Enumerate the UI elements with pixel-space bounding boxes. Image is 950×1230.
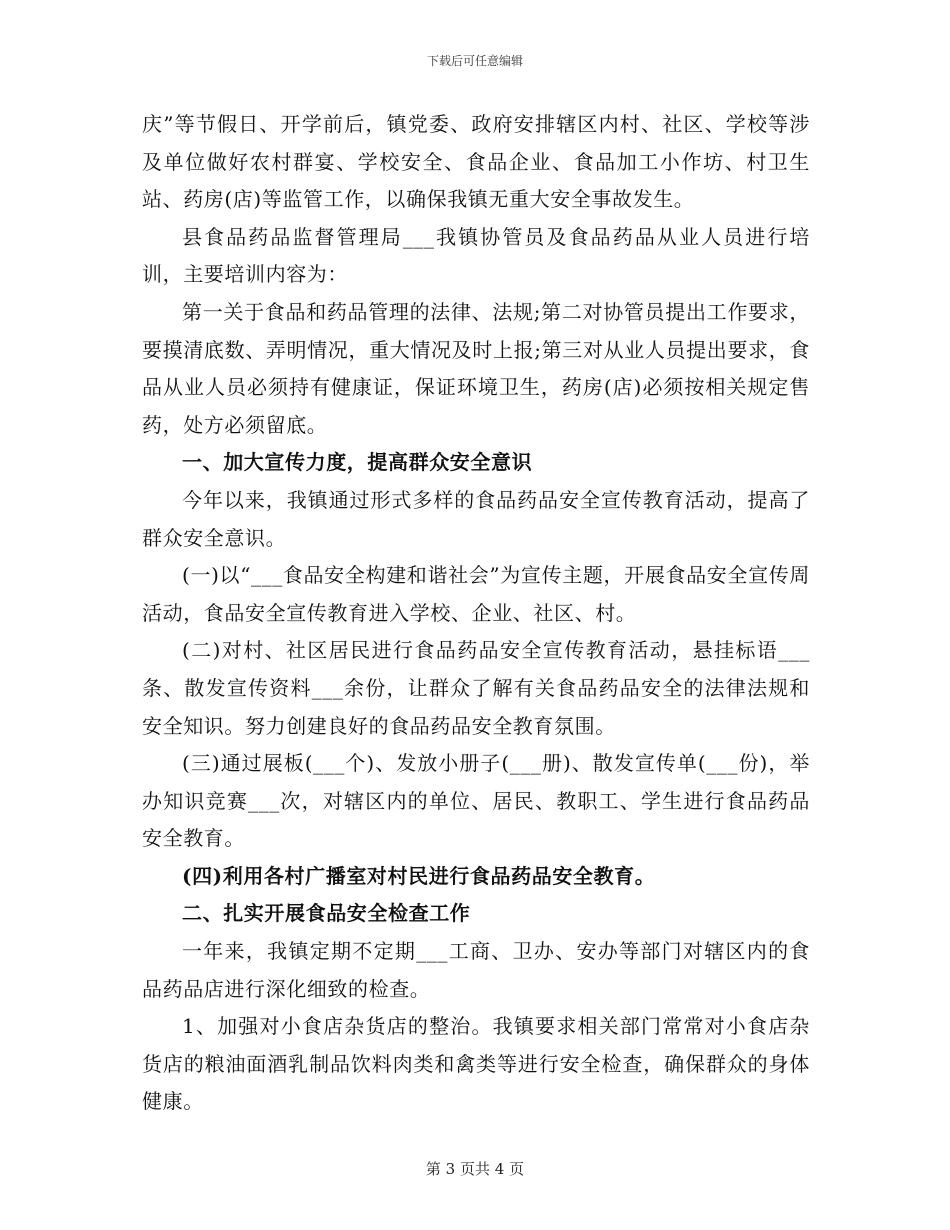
document-body <box>142 106 810 1121</box>
paragraph-training: 县食品药品监督管理局___我镇协管员及食品药品从业人员进行培训，主要培训内容为： <box>142 224 810 287</box>
section-heading-inspection: 二、扎实开展食品安全检查工作 <box>182 901 471 926</box>
page-header-note: 下载后可任意编辑 <box>426 54 523 68</box>
paragraph-publicity-item-4: (四)利用各村广播室对村民进行食品药品安全教育。 <box>182 863 656 888</box>
paragraph-inspection-item-1: 1、加强对小食店杂货店的整治。我镇要求相关部门常常对小食店杂货店的粮油面酒乳制品饮料肉类和禽类等进行安全检查，确保群众的身体健康。 <box>142 1014 810 1114</box>
paragraph-publicity-item-1: (一)以“___食品安全构建和谐社会”为宣传主题，开展食品安全宣传周活动，食品安全宣传教育进入学校、企业、社区、村。 <box>142 563 810 625</box>
paragraph-publicity-item-3: (三)通过展板(___个)、发放小册子(___册)、散发宣传单(___份)，举办知识竞赛___次，对辖区内的单位、居民、教职工、学生进行食品药品安全教育。 <box>142 751 810 851</box>
paragraph-inspection-intro: 一年来，我镇定期不定期___工商、卫办、安办等部门对辖区内的食品药品店进行深化细致的检查。 <box>142 939 810 1001</box>
page-number: 第 3 页共 4 页 <box>425 1160 525 1178</box>
paragraph-publicity-intro: 今年以来，我镇通过形式多样的食品药品安全宣传教育活动，提高了群众安全意识。 <box>142 487 810 550</box>
section-heading-publicity: 一、加大宣传力度，提高群众安全意识 <box>182 450 533 475</box>
paragraph-training-content: 第一关于食品和药品管理的法律、法规;第二对协管员提出工作要求，要摸清底数、弄明情况，重大情况及时上报;第三对从业人员提出要求，食品从业人员必须持有健康证，保证环境卫生，药房(店)必须按相关规定售药，处方必须留底。 <box>142 299 810 437</box>
paragraph-publicity-item-2: (二)对村、社区居民进行食品药品安全宣传教育活动，悬挂标语___条、散发宣传资料___余份，让群众了解有关食品药品安全的法律法规和安全知识。努力创建良好的食品药品安全教育氛围。 <box>142 638 810 738</box>
paragraph-continued-supervision: 庆”等节假日、开学前后，镇党委、政府安排辖区内村、社区、学校等涉及单位做好农村群宴、学校安全、食品企业、食品加工小作坊、村卫生站、药房(店)等监管工作，以确保我镇无重大安全事故发生。 <box>142 112 810 212</box>
